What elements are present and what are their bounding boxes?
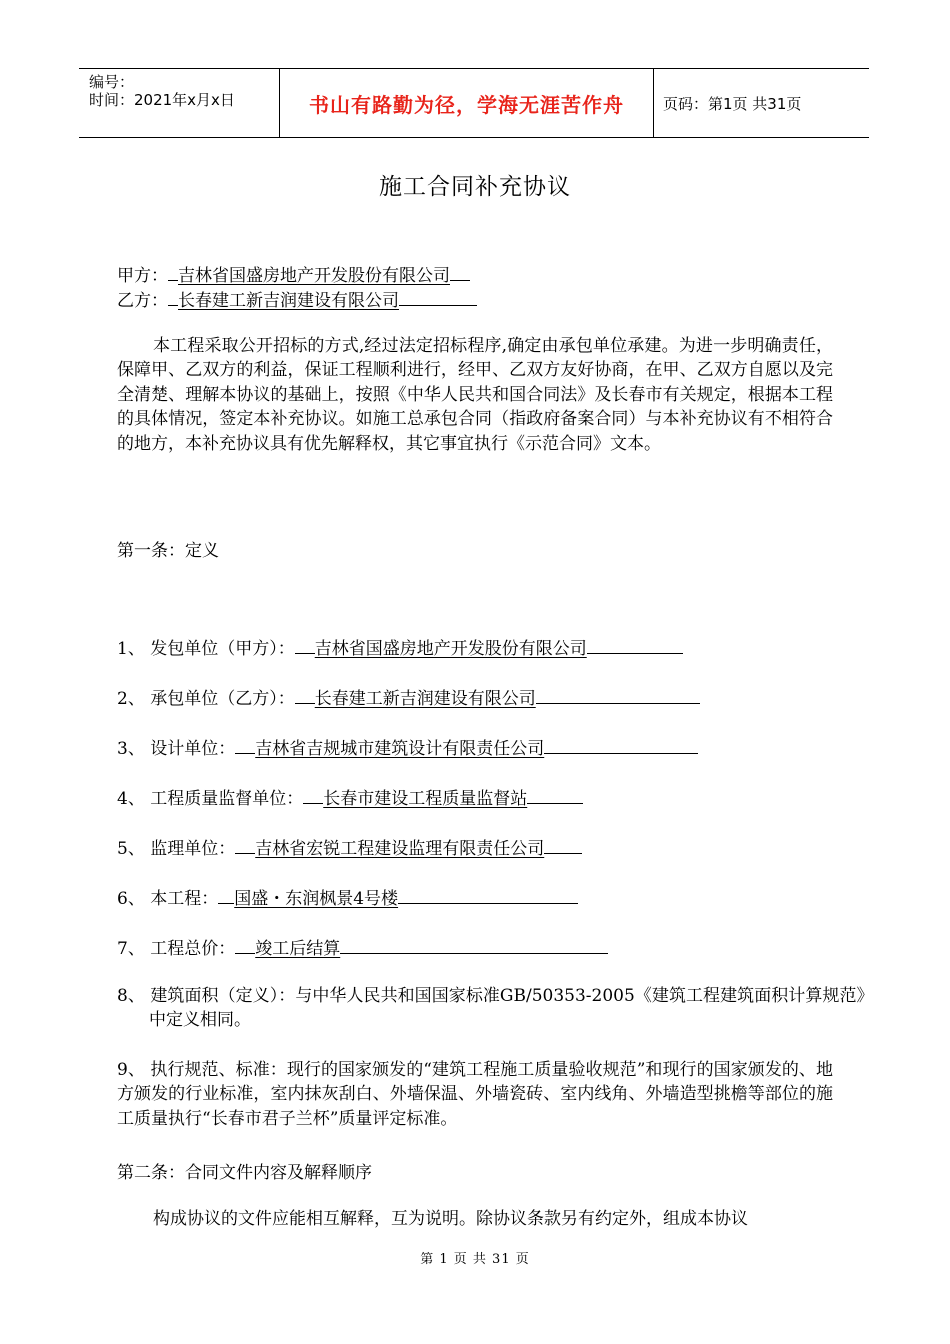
party-a-line (117, 261, 470, 286)
article-2-heading: 第二条：合同文件内容及解释顺序 (117, 1163, 372, 1183)
definition-item-2 (117, 684, 700, 709)
item-label: 5、 监理单位： (117, 839, 236, 859)
article-2-paragraph: 构成协议的文件应能相互解释，互为说明。除协议条款另有约定外，组成本协议 (153, 1209, 748, 1229)
header-left-cell (79, 69, 280, 137)
definition-item-3 (117, 734, 698, 759)
definition-item-5 (117, 834, 582, 859)
party-b-label: 乙方： (117, 291, 168, 311)
definition-item-1 (117, 634, 683, 659)
item-label: 2、 承包单位（乙方）： (117, 689, 295, 709)
party-b-line (117, 286, 477, 311)
header-page-info: 页码：第1页 共31页 (663, 94, 802, 113)
definition-item-6 (117, 884, 578, 909)
party-a-label: 甲方： (117, 266, 168, 286)
header-table (79, 68, 869, 138)
document-time-label: 时间：2021年x月x日 (89, 91, 235, 109)
item-label: 1、 发包单位（甲方）： (117, 639, 295, 659)
party-b-value: 长春建工新吉润建设有限公司 (178, 291, 399, 311)
intro-paragraph: 本工程采取公开招标的方式,经过法定招标程序,确定由承包单位承建。为进一步明确责任，保障甲、乙双方的利益，保证工程顺利进行，经甲、乙双方友好协商，在甲、乙双方自愿以及完全清楚、理解本协议的基础上，按照《中华人民共和国合同法》及长春市有关规定，根据本工程的具体情况，签定本补充协议。如施工总承包合同（指政府备案合同）与本补充协议有不相符合的地方，本补充协议具有优先解释权，其它事宜执行《示范合同》文本。 (117, 336, 833, 454)
article-1-heading: 第一条：定义 (117, 541, 219, 561)
page-footer: 第 1 页 共 31 页 (420, 1252, 530, 1267)
item-value: 竣工后结算 (255, 939, 341, 959)
item-label: 7、 工程总价： (117, 939, 236, 959)
definition-item-4 (117, 784, 583, 809)
item-value: 吉林省宏锐工程建设监理有限责任公司 (255, 839, 545, 859)
item-label: 6、 本工程： (117, 889, 219, 909)
document-title: 施工合同补充协议 (379, 174, 571, 200)
party-a-value: 吉林省国盛房地产开发股份有限公司 (178, 266, 450, 286)
item-label: 3、 设计单位： (117, 739, 236, 759)
item-value: 国盛・东润枫景4号楼 (234, 889, 399, 909)
item-value: 吉林省吉规城市建筑设计有限责任公司 (255, 739, 545, 759)
item-label: 4、 工程质量监督单位： (117, 789, 304, 809)
item-value: 长春建工新吉润建设有限公司 (314, 689, 536, 709)
definition-item-7 (117, 934, 608, 959)
definition-item-9: 9、 执行规范、标准：现行的国家颁发的“建筑工程施工质量验收规范”和现行的国家颁发的、地方颁发的行业标准，室内抹灰刮白、外墙保温、外墙瓷砖、室内线角、外墙造型挑檐等部位的施工质量执行“长春市君子兰杯”质量评定标准。 (117, 1060, 833, 1129)
header-motto: 书山有路勤为径，学海无涯苦作舟 (280, 69, 654, 137)
document-number-label: 编号： (89, 73, 135, 91)
item-value: 长春市建设工程质量监督站 (323, 789, 528, 809)
definition-item-8: 8、 建筑面积（定义）：与中华人民共和国国家标准GB/50353-2005《建筑工程建筑面积计算规范》中定义相同。 (117, 986, 865, 1031)
item-value: 吉林省国盛房地产开发股份有限公司 (314, 639, 587, 659)
